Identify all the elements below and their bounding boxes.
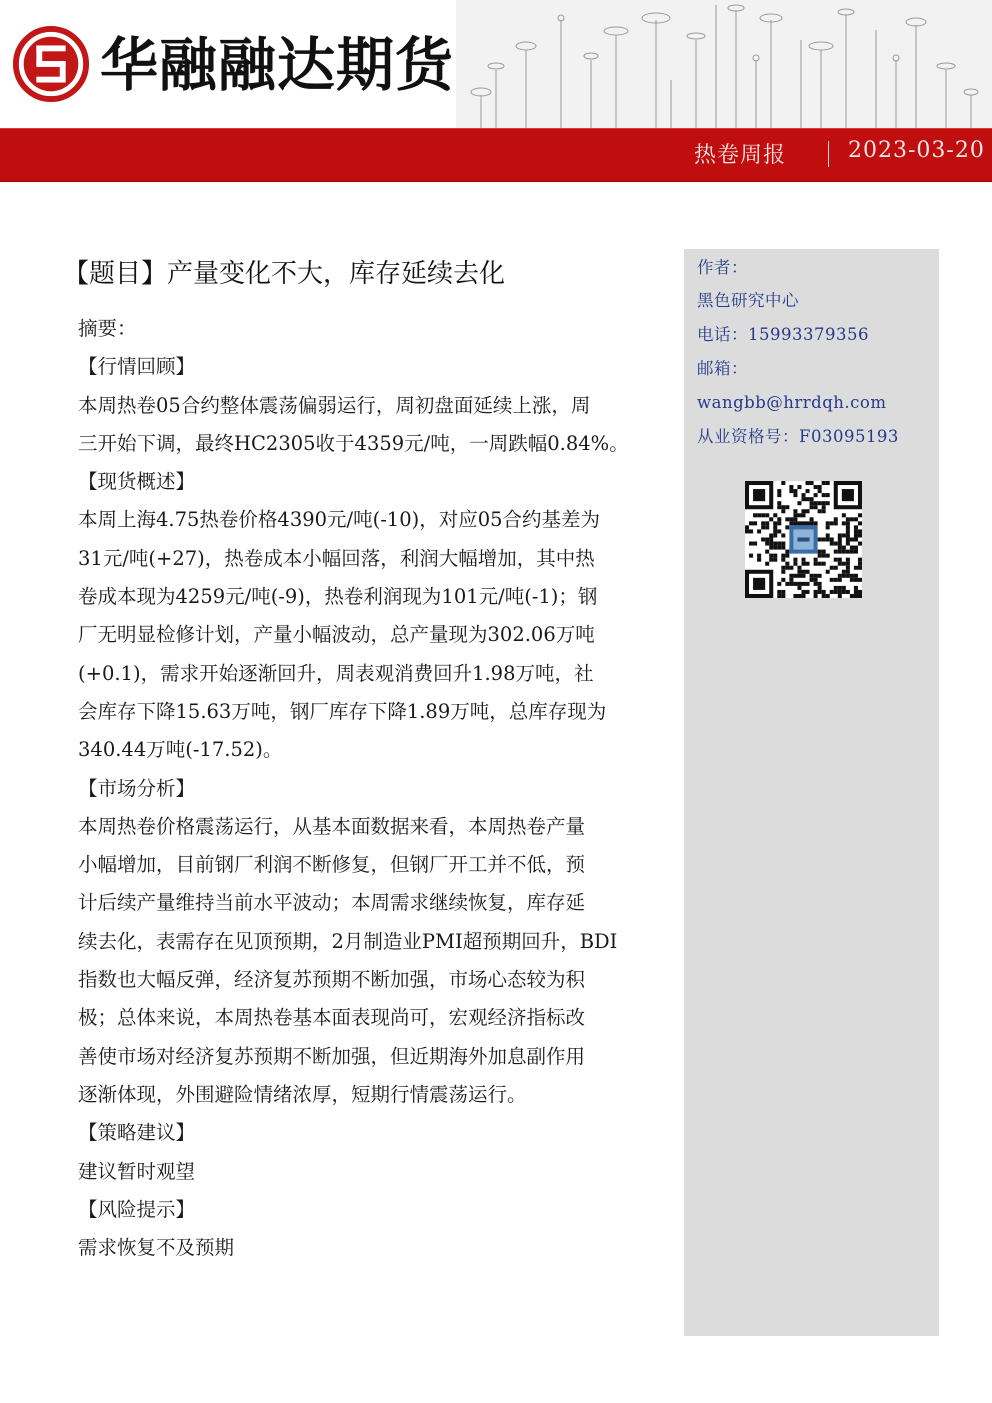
body-line: 【策略建议】 (78, 1121, 196, 1145)
body-line: 【风险提示】 (78, 1197, 196, 1221)
body-line: 计后续产量维持当前水平波动；本周需求继续恢复，库存延 (78, 891, 586, 915)
body-line: 本周上海4.75热卷价格4390元/吨(-10)，对应05合约基差为 (78, 508, 601, 532)
body-line: 31元/吨(+27)，热卷成本小幅回落，利润大幅增加，其中热 (78, 546, 595, 570)
body-line: 需求恢复不及预期 (78, 1236, 235, 1260)
decorative-pattern (456, 0, 992, 128)
body-line: 指数也大幅反弹，经济复苏预期不断加强，市场心态较为积 (78, 968, 586, 992)
author-name: 黑色研究中心 (697, 291, 799, 310)
body-line: 【行情回顾】 (78, 355, 196, 379)
report-date: 2023-03-20 (848, 138, 985, 163)
report-type: 热卷周报 (694, 143, 787, 168)
body-line: 会库存下降15.63万吨，钢厂库存下降1.89万吨，总库存现为 (78, 699, 607, 723)
author-label: 作者： (697, 258, 748, 277)
author-sidebar (684, 249, 939, 1336)
report-header (0, 0, 992, 185)
body-line: 【现货概述】 (78, 470, 196, 494)
body-line: 小幅增加，目前钢厂利润不断修复，但钢厂开工并不低，预 (78, 853, 586, 877)
body-line: 建议暂时观望 (78, 1159, 196, 1183)
company-logo-icon (12, 25, 90, 103)
license-number: 从业资格号：F03095193 (697, 427, 899, 446)
body-line: (+0.1)，需求开始逐渐回升，周表观消费回升1.98万吨，社 (78, 661, 594, 685)
phone: 电话：15993379356 (697, 325, 869, 344)
body-line: 340.44万吨(-17.52)。 (78, 738, 283, 762)
email-link[interactable]: wangbb@hrrdqh.com (697, 393, 887, 412)
email-label: 邮箱： (697, 359, 748, 378)
body-line: 【市场分析】 (78, 776, 196, 800)
body-line: 本周热卷价格震荡运行，从基本面数据来看，本周热卷产量 (78, 814, 586, 838)
report-title: 【题目】产量变化不大，库存延续去化 (63, 259, 506, 289)
report-body (78, 310, 660, 1267)
qr-code-icon (745, 481, 862, 598)
body-line: 卷成本现为4259元/吨(-9)，热卷利润现为101元/吨(-1)；钢 (78, 585, 598, 609)
body-line: 逐渐体现，外围避险情绪浓厚，短期行情震荡运行。 (78, 1082, 527, 1106)
body-line: 本周热卷05合约整体震荡偏弱运行，周初盘面延续上涨，周 (78, 393, 591, 417)
body-line: 极；总体来说，本周热卷基本面表现尚可，宏观经济指标改 (78, 1006, 586, 1030)
brand-name: 华融融达期货 (100, 31, 455, 99)
header-divider (828, 141, 829, 167)
body-line: 摘要： (78, 317, 137, 340)
body-line: 续去化，表需存在见顶预期，2月制造业PMI超预期回升，BDI (78, 929, 618, 953)
header-band (0, 128, 992, 182)
body-line: 厂无明显检修计划，产量小幅波动，总产量现为302.06万吨 (78, 623, 595, 647)
body-line: 三开始下调，最终HC2305收于4359元/吨，一周跌幅0.84%。 (78, 431, 629, 455)
body-line: 善使市场对经济复苏预期不断加强，但近期海外加息副作用 (78, 1044, 586, 1068)
